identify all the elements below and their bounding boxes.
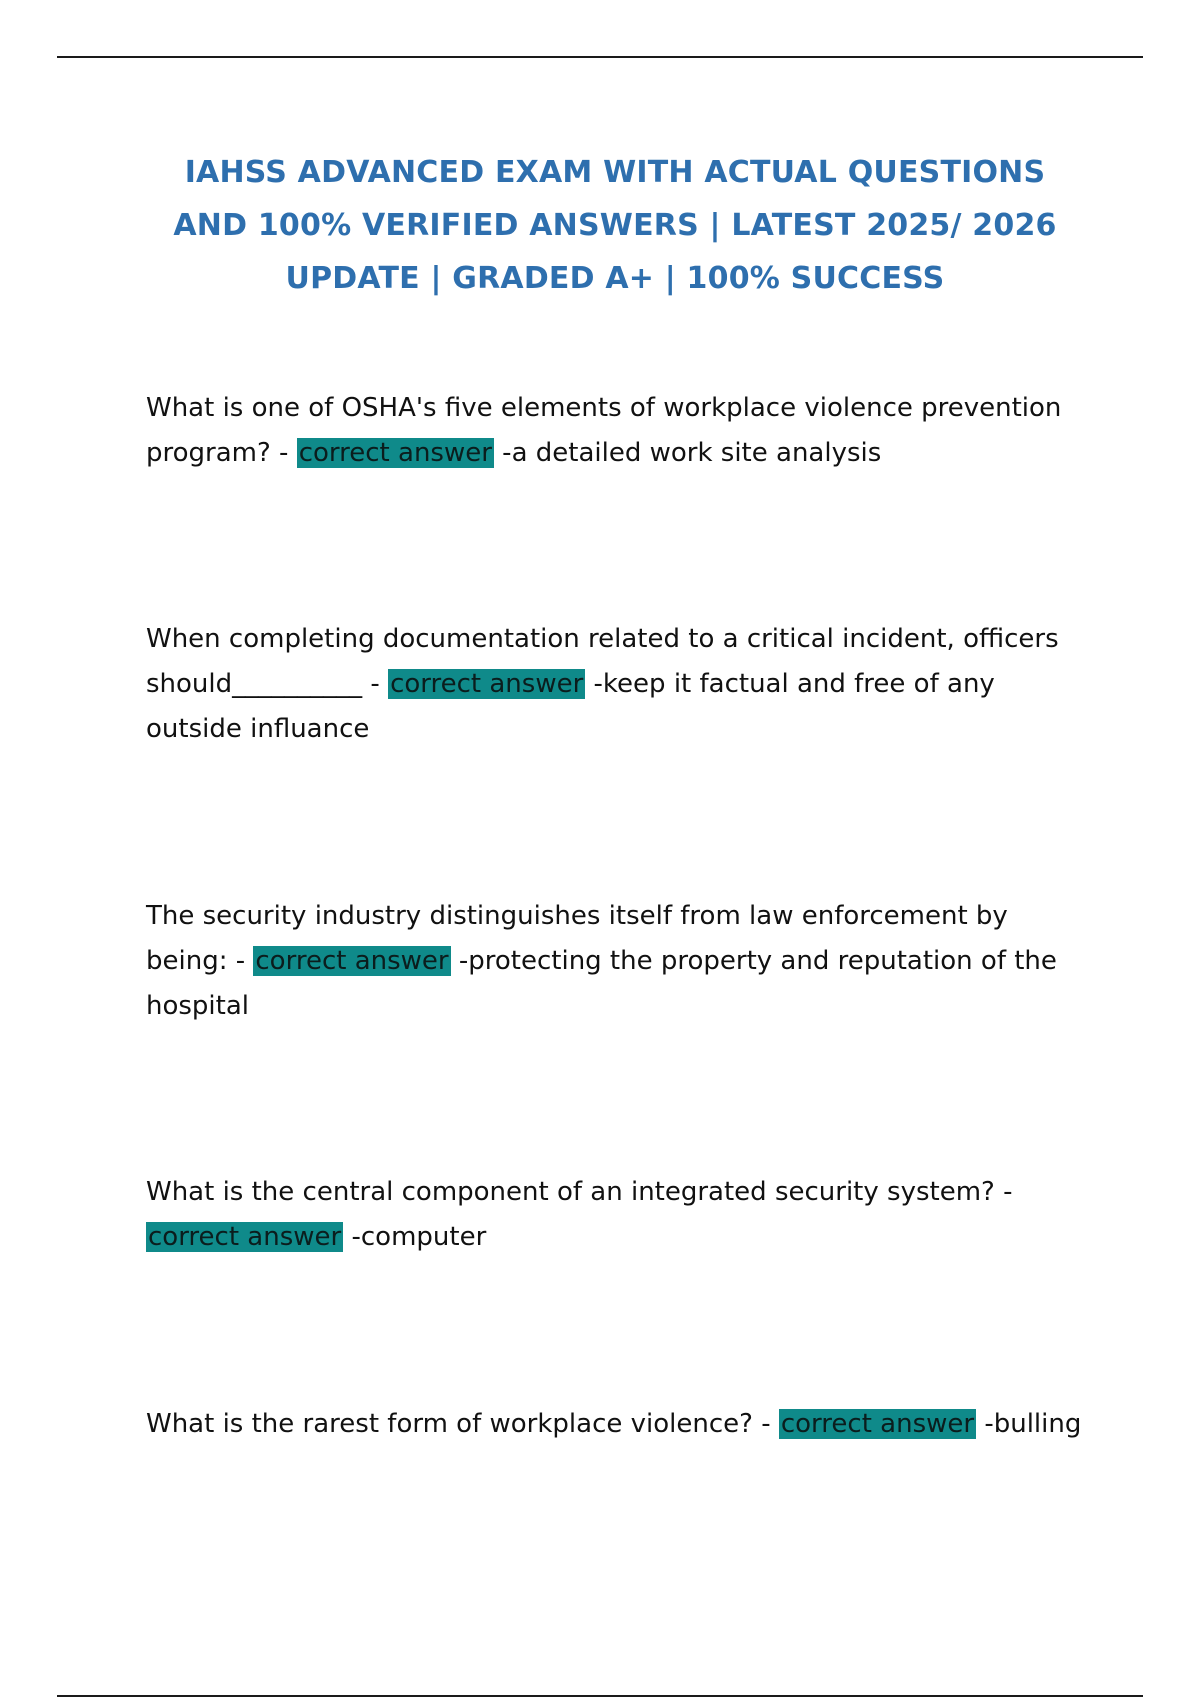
question-text: The security industry distinguishes itself from law enforcement by <box>146 901 1008 931</box>
document-title <box>110 146 1120 305</box>
qa-item-3 <box>146 894 1146 1029</box>
answer-text: -keep it factual and free of any <box>585 669 995 699</box>
answer-text: -protecting the property and reputation of the <box>450 946 1057 976</box>
question-text: What is the central component of an integrated security system? - <box>146 1177 1013 1207</box>
correct-answer-highlight: correct answer <box>148 1222 342 1252</box>
correct-answer-highlight: correct answer <box>780 1409 975 1439</box>
bottom-rule <box>57 1695 1143 1697</box>
correct-answer-highlight: correct answer <box>298 438 492 468</box>
title-line-2: AND 100% VERIFIED ANSWERS | LATEST 2025/ 2026 <box>173 208 1057 243</box>
question-text: should__________ - <box>146 669 389 699</box>
correct-answer-highlight: correct answer <box>255 946 449 976</box>
qa-item-1 <box>146 386 1146 476</box>
qa-item-5 <box>146 1402 1146 1447</box>
answer-text-continued: outside influance <box>146 714 370 744</box>
title-line-3: UPDATE | GRADED A+ | 100% SUCCESS <box>285 261 945 296</box>
question-text: When completing documentation related to a critical incident, officers <box>146 624 1059 654</box>
question-text: What is the rarest form of workplace violence? - <box>146 1409 779 1439</box>
answer-text: -bulling <box>976 1409 1082 1439</box>
top-rule <box>57 56 1143 58</box>
qa-item-4 <box>146 1170 1146 1260</box>
answer-text: -a detailed work site analysis <box>493 438 882 468</box>
question-text: What is one of OSHA's five elements of workplace violence prevention <box>146 393 1062 423</box>
qa-item-2 <box>146 617 1146 752</box>
answer-text: -computer <box>343 1222 487 1252</box>
title-line-1: IAHSS ADVANCED EXAM WITH ACTUAL QUESTIONS <box>184 155 1046 190</box>
question-text: program? - <box>146 438 297 468</box>
question-text: being: - <box>146 946 254 976</box>
correct-answer-highlight: correct answer <box>390 669 584 699</box>
answer-text-continued: hospital <box>146 991 250 1021</box>
